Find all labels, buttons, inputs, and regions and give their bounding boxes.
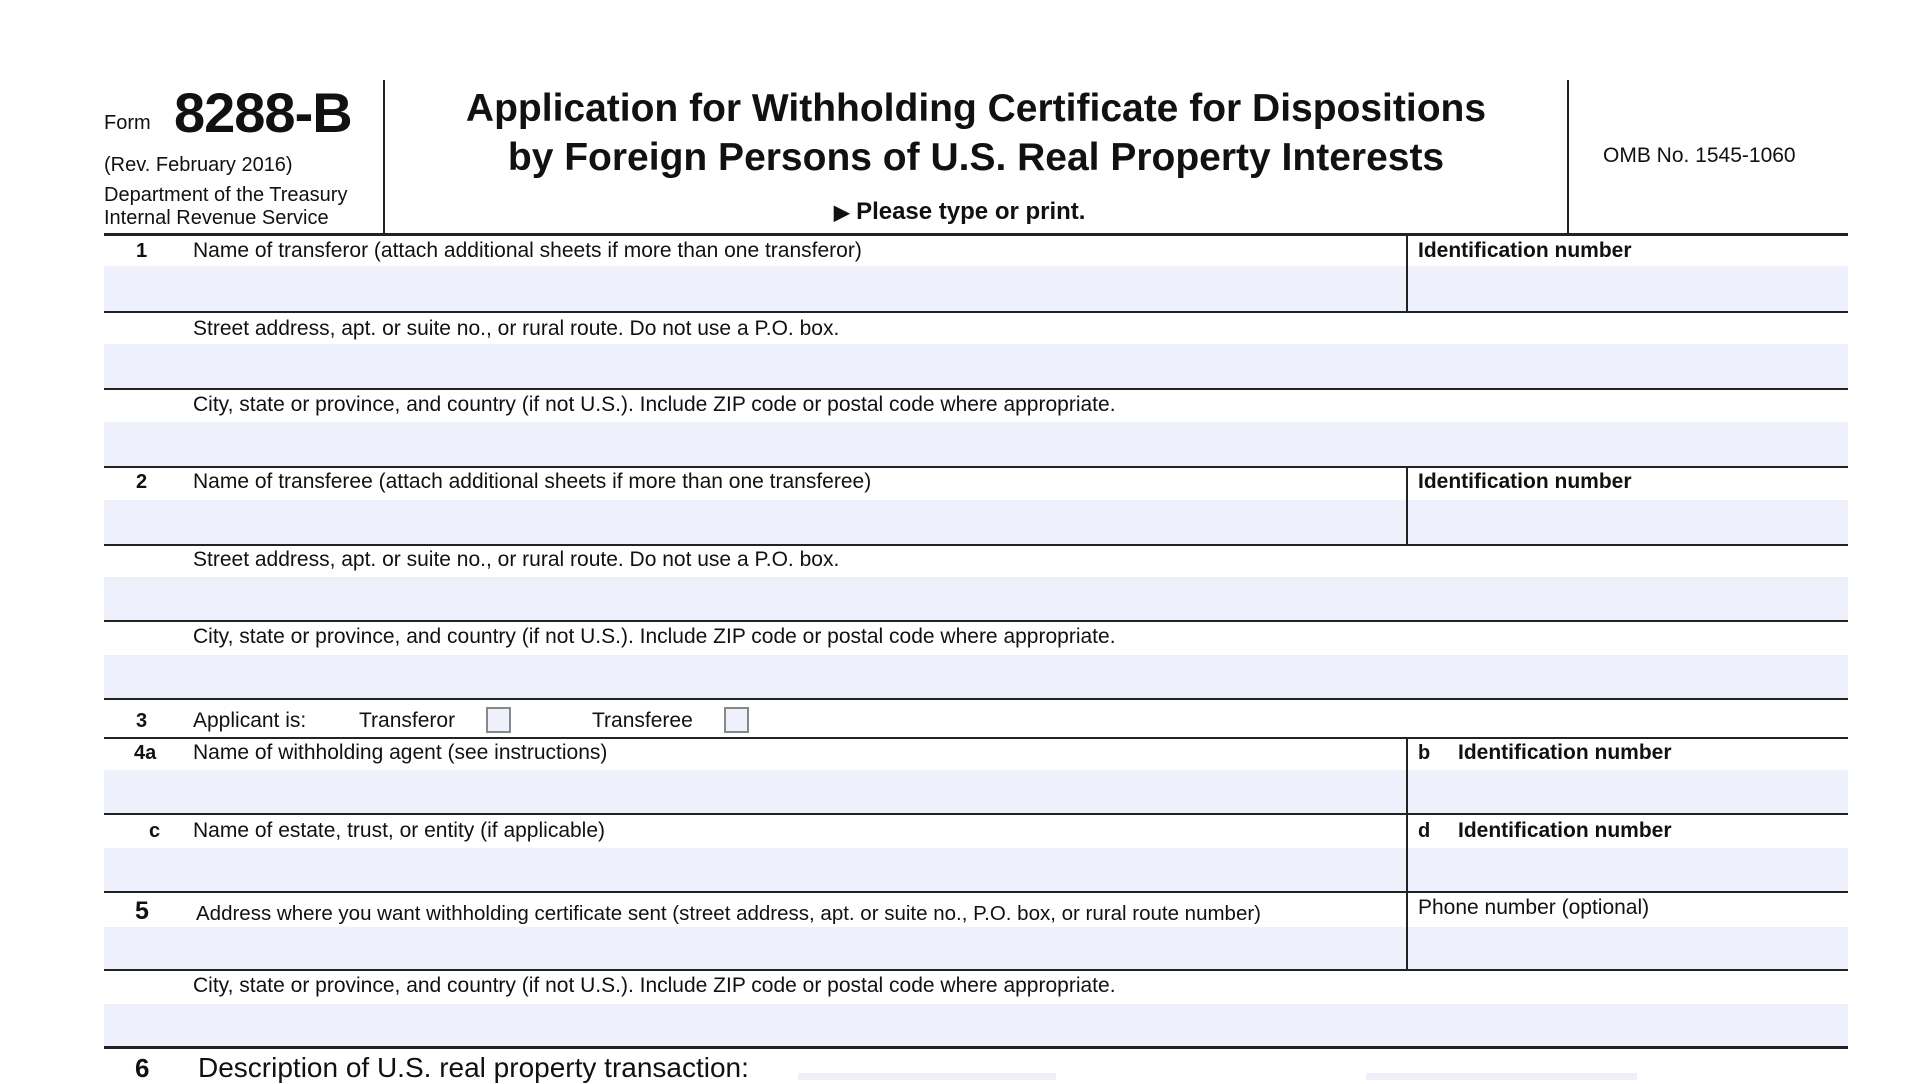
title-line-1: Application for Withholding Certificate for Dispositions: [465, 87, 1487, 130]
transaction-description-label: Description of U.S. real property transaction:: [198, 1052, 749, 1083]
divider: [104, 388, 1848, 390]
agency: Internal Revenue Service: [104, 207, 329, 229]
transaction-field[interactable]: [798, 1073, 1056, 1080]
applicant-label: Applicant is:: [193, 709, 307, 732]
line-number: 3: [136, 710, 148, 732]
play-arrow-icon: ▶: [834, 202, 850, 224]
transferor-city-field[interactable]: [104, 422, 1848, 466]
transferor-checkbox[interactable]: [486, 707, 511, 733]
phone-label: Phone number (optional): [1418, 896, 1650, 919]
transferee-name-field[interactable]: [104, 500, 1406, 544]
form-revision: (Rev. February 2016): [104, 154, 293, 176]
line-number: 1: [136, 240, 148, 262]
line-letter: c: [149, 820, 161, 842]
form-number: 8288-B: [174, 81, 352, 144]
certificate-city-field[interactable]: [104, 1004, 1848, 1046]
estate-name-label: Name of estate, trust, or entity (if applicable): [193, 819, 606, 842]
transferee-street-label: Street address, apt. or suite no., or rural route. Do not use a P.O. box.: [193, 548, 840, 571]
divider: [104, 813, 1848, 815]
transferor-street-field[interactable]: [104, 344, 1848, 388]
estate-id-label: Identification number: [1458, 819, 1672, 842]
transferor-id-field[interactable]: [1408, 266, 1848, 311]
withholding-agent-id-field[interactable]: [1408, 770, 1848, 813]
withholding-agent-field[interactable]: [104, 770, 1406, 813]
estate-id-field[interactable]: [1408, 848, 1848, 891]
divider: [104, 311, 1848, 313]
form-prefix: Form: [104, 112, 151, 134]
divider: [104, 233, 1848, 236]
instruction: [834, 198, 1085, 226]
transferor-name-label: Name of transferor (attach additional sheets if more than one transferor): [193, 239, 862, 262]
department: Department of the Treasury: [104, 184, 348, 206]
form-title: [386, 84, 1566, 182]
title-line-2: by Foreign Persons of U.S. Real Property Interests: [507, 136, 1445, 179]
header-divider-right: [1567, 80, 1569, 234]
divider: [104, 698, 1848, 700]
divider: [104, 466, 1848, 468]
transferee-option-label: Transferee: [592, 709, 693, 732]
phone-field[interactable]: [1408, 927, 1848, 969]
line-number: 6: [135, 1053, 150, 1083]
divider: [104, 969, 1848, 971]
transferor-city-label: City, state or province, and country (if not U.S.). Include ZIP code or postal code where appropriate.: [193, 393, 1116, 416]
divider: [104, 737, 1848, 739]
withholding-agent-label: Name of withholding agent (see instructions): [193, 741, 608, 764]
line-number: 5: [135, 897, 149, 925]
line-letter: d: [1418, 820, 1431, 842]
divider: [104, 1046, 1848, 1049]
certificate-address-field[interactable]: [104, 927, 1406, 969]
transferor-name-field[interactable]: [104, 266, 1406, 311]
transferee-street-field[interactable]: [104, 577, 1848, 620]
certificate-city-label: City, state or province, and country (if not U.S.). Include ZIP code or postal code where appropriate.: [193, 974, 1116, 997]
line-letter: b: [1418, 742, 1431, 764]
transferee-city-label: City, state or province, and country (if not U.S.). Include ZIP code or postal code where appropriate.: [193, 625, 1116, 648]
divider: [104, 620, 1848, 622]
divider: [104, 891, 1848, 893]
transferor-option-label: Transferor: [359, 709, 456, 732]
header-divider: [383, 80, 385, 234]
withholding-agent-id-label: Identification number: [1458, 741, 1672, 764]
line-number: 2: [136, 471, 148, 493]
transaction-field[interactable]: [1366, 1073, 1637, 1080]
divider: [104, 544, 1848, 546]
transferor-id-label: Identification number: [1418, 239, 1632, 262]
transferor-street-label: Street address, apt. or suite no., or rural route. Do not use a P.O. box.: [193, 317, 840, 340]
transferee-city-field[interactable]: [104, 655, 1848, 698]
transferee-name-label: Name of transferee (attach additional sheets if more than one transferee): [193, 470, 872, 493]
transferee-id-field[interactable]: [1408, 500, 1848, 544]
estate-name-field[interactable]: [104, 848, 1406, 891]
transferee-checkbox[interactable]: [724, 707, 749, 733]
transferee-id-label: Identification number: [1418, 470, 1632, 493]
certificate-address-label: Address where you want withholding certificate sent (street address, apt. or suite no., P.O. box, or rural route number): [196, 902, 1262, 925]
instruction-text: Please type or print.: [856, 198, 1086, 225]
omb-number: OMB No. 1545-1060: [1603, 144, 1796, 167]
line-number: 4a: [134, 742, 157, 764]
